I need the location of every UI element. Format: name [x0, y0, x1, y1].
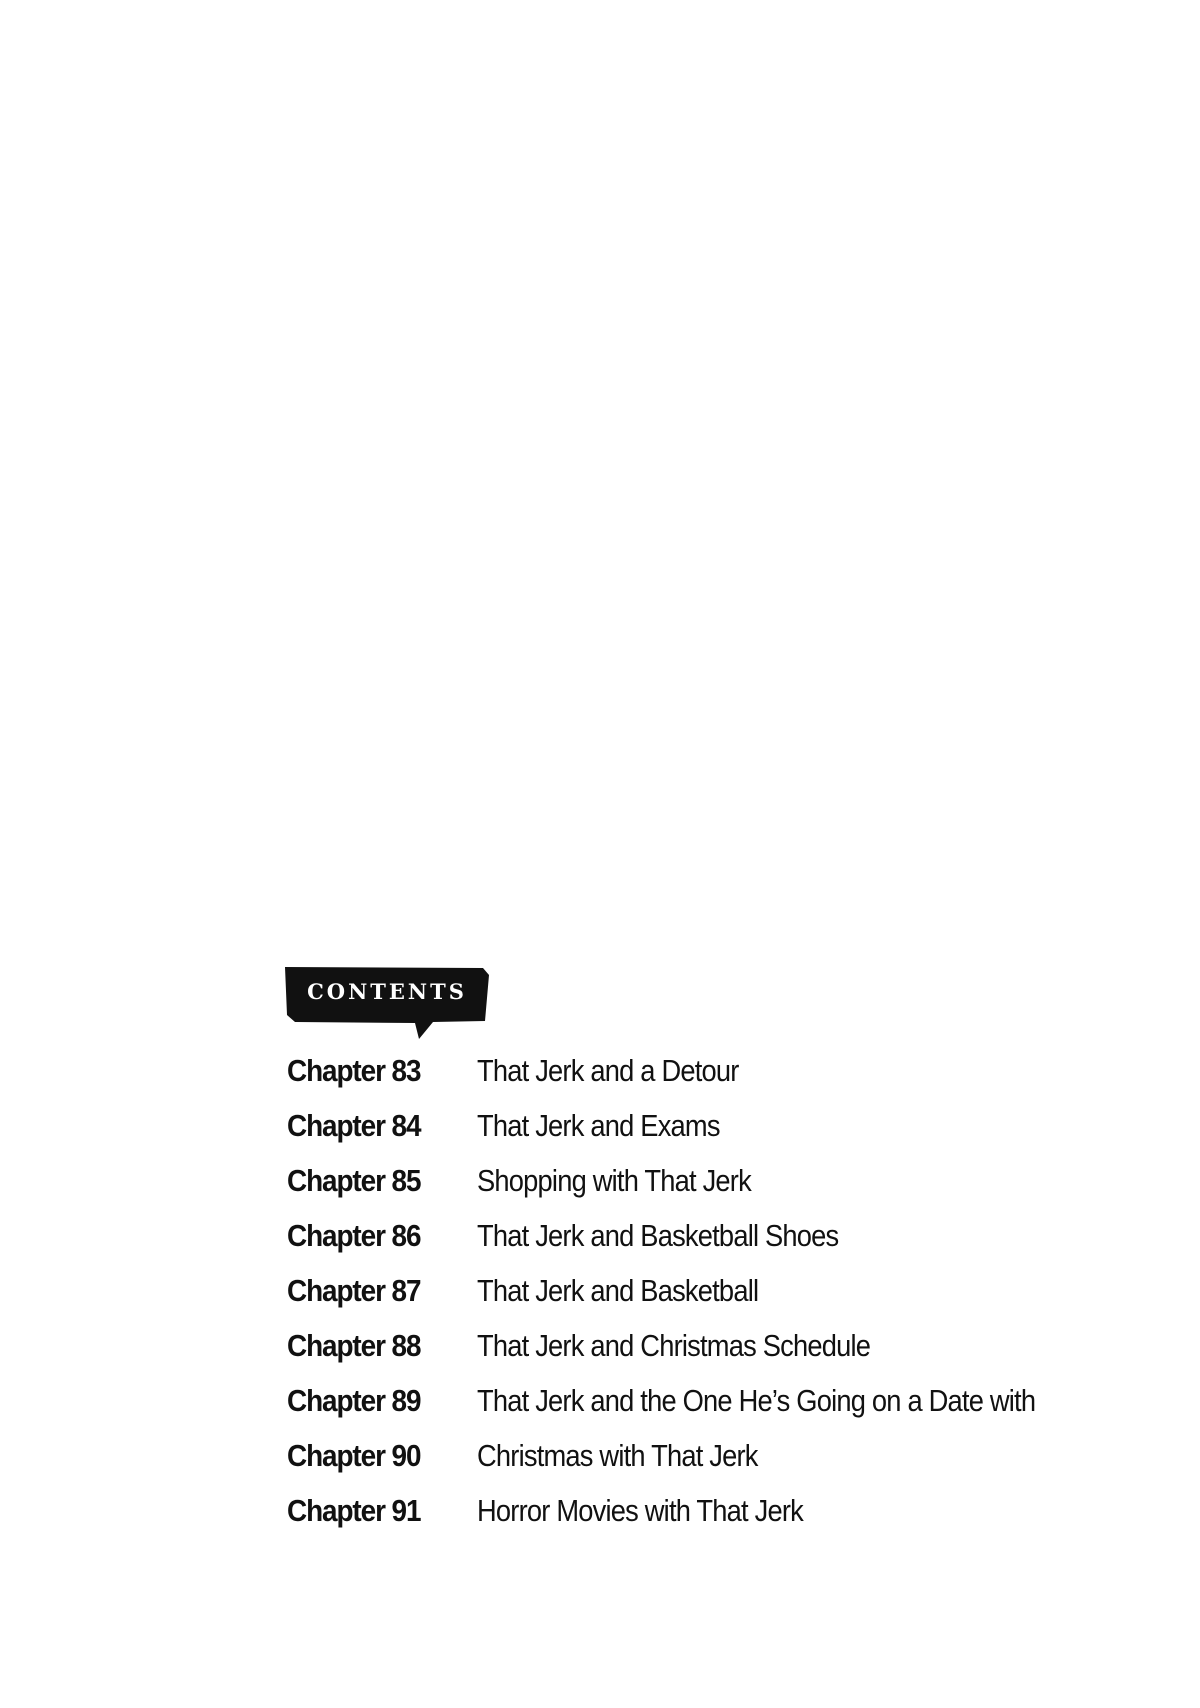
contents-heading: CONTENTS — [307, 979, 467, 1004]
list-item — [287, 1273, 1167, 1328]
chapter-title: Christmas with That Jerk — [477, 1438, 758, 1473]
list-item — [287, 1383, 1167, 1438]
chapter-list — [287, 1053, 1167, 1548]
chapter-number: Chapter 91 — [287, 1493, 421, 1528]
list-item — [287, 1108, 1167, 1163]
chapter-number: Chapter 87 — [287, 1273, 421, 1308]
list-item — [287, 1493, 1167, 1548]
chapter-number: Chapter 85 — [287, 1163, 421, 1198]
chapter-number: Chapter 90 — [287, 1438, 421, 1473]
chapter-title: Horror Movies with That Jerk — [477, 1493, 803, 1528]
chapter-title: That Jerk and Exams — [477, 1108, 720, 1143]
chapter-title: That Jerk and Basketball Shoes — [477, 1218, 839, 1253]
chapter-number: Chapter 84 — [287, 1108, 421, 1143]
list-item — [287, 1328, 1167, 1383]
list-item — [287, 1218, 1167, 1273]
chapter-number: Chapter 88 — [287, 1328, 421, 1363]
list-item — [287, 1163, 1167, 1218]
chapter-title: Shopping with That Jerk — [477, 1163, 751, 1198]
chapter-title: That Jerk and Christmas Schedule — [477, 1328, 871, 1363]
chapter-title: That Jerk and Basketball — [477, 1273, 759, 1308]
chapter-number: Chapter 86 — [287, 1218, 421, 1253]
list-item — [287, 1438, 1167, 1493]
chapter-title: That Jerk and the One He’s Going on a Date with — [477, 1383, 1036, 1418]
speech-bubble-badge-icon — [283, 965, 493, 1047]
table-of-contents — [287, 965, 1167, 1548]
contents-badge — [283, 965, 493, 1047]
chapter-number: Chapter 89 — [287, 1383, 421, 1418]
chapter-number: Chapter 83 — [287, 1053, 421, 1088]
chapter-title: That Jerk and a Detour — [477, 1053, 739, 1088]
list-item — [287, 1053, 1167, 1108]
